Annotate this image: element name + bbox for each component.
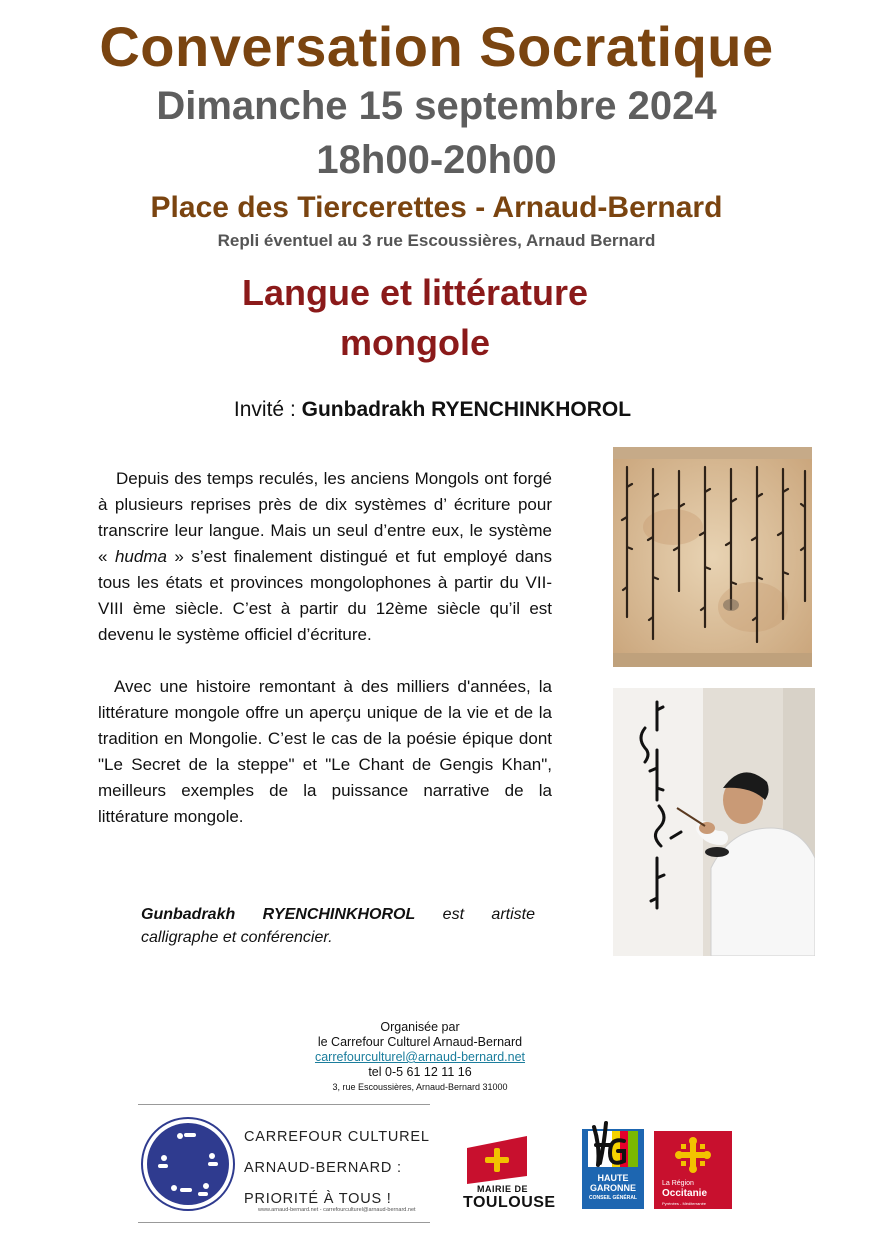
p1-text-a: Depuis des temps reculés, les anciens Mongols ont forgé à plusieurs reprises près de dix systèmes d’ écriture pour transcrire leur langue. Mais un seul d’entre eux, le système « <box>98 469 552 566</box>
haute-garonne-logo <box>582 1117 644 1209</box>
hg-line-1: HAUTE <box>597 1173 629 1183</box>
toulouse-line-1: MAIRIE DE <box>477 1184 529 1194</box>
event-title: Conversation Socratique <box>99 15 774 78</box>
logo-divider-top <box>138 1104 430 1105</box>
guest-bio <box>141 903 535 949</box>
organizer-line-1: Organisée par <box>380 1020 460 1034</box>
organizer-phone: tel 0-5 61 12 11 16 <box>368 1065 472 1079</box>
occ-line-2: Occitanie <box>662 1188 708 1199</box>
organizer-email-link[interactable]: carrefourculturel@arnaud-bernard.net <box>314 1050 526 1064</box>
topic-line-1: Langue et littérature <box>241 272 589 313</box>
carrefour-url: www.arnaud-bernard.net - carrefourculturel@arnaud-bernard.net <box>258 1207 416 1213</box>
topic-line-2: mongole <box>340 322 490 363</box>
bio-name: Gunbadrakh RYENCHINKHOROL <box>141 906 416 923</box>
hg-line-2: GARONNE <box>589 1183 636 1193</box>
occ-line-1: La Région <box>662 1180 694 1187</box>
body-paragraph-2: Avec une histoire remontant à des milliers d'années, la littérature mongole offre un aperçu unique de la vie et de la tradition en Mongolie. C’est le cas de la poésie épique dont "Le Secret de la steppe" et "Le Chant de Gengis Khan", meilleurs exemples de la puissance narrative de la littérature mongole. <box>98 677 552 826</box>
fallback-location: Repli éventuel au 3 rue Escoussières, Arnaud Bernard <box>217 231 656 250</box>
toulouse-line-2: TOULOUSE <box>463 1194 556 1211</box>
guest-name: Gunbadrakh RYENCHINKHOROL <box>301 398 632 421</box>
hg-line-3: CONSEIL GÉNÉRAL <box>589 1195 637 1201</box>
guest-label: Invité : <box>233 398 296 421</box>
carrefour-line-2: ARNAUD-BERNARD : <box>244 1160 402 1176</box>
event-date: Dimanche 15 septembre 2024 <box>156 84 717 128</box>
event-place: Place des Tiercerettes - Arnaud-Bernard <box>150 191 723 224</box>
organizer-line-2: le Carrefour Culturel Arnaud-Bernard <box>317 1035 523 1049</box>
toulouse-logo <box>463 1132 568 1212</box>
bio-text: est artiste calligraphe et conférencier. <box>141 906 535 946</box>
occ-line-3: Pyrénées - Méditerranée <box>662 1201 707 1206</box>
mongol-manuscript-image <box>613 447 812 667</box>
guest-line <box>0 398 865 422</box>
occitanie-logo <box>654 1131 732 1209</box>
carrefour-line-3: PRIORITÉ À TOUS ! <box>244 1191 392 1207</box>
carrefour-line-1: CARREFOUR CULTUREL <box>244 1129 430 1145</box>
p1-emphasis: hudma <box>114 547 167 566</box>
carrefour-emblem-icon <box>140 1116 236 1212</box>
logo-divider-bottom <box>138 1222 430 1223</box>
organizer-address: 3, rue Escoussières, Arnaud-Bernard 31000 <box>332 1082 508 1092</box>
carrefour-logo-text <box>244 1122 430 1215</box>
event-time: 18h00-20h00 <box>316 138 557 182</box>
organizer-block <box>270 1020 570 1095</box>
calligrapher-photo <box>613 688 815 956</box>
p1-text-b: » s’est finalement distingué et fut employé dans tous les états et provinces mongolophones à partir du VII-VIII ème siècle. C’est à partir du 12ème siècle qu’il est devenu le système officiel d’écriture. <box>98 547 552 644</box>
body-paragraph-1 <box>98 466 552 648</box>
